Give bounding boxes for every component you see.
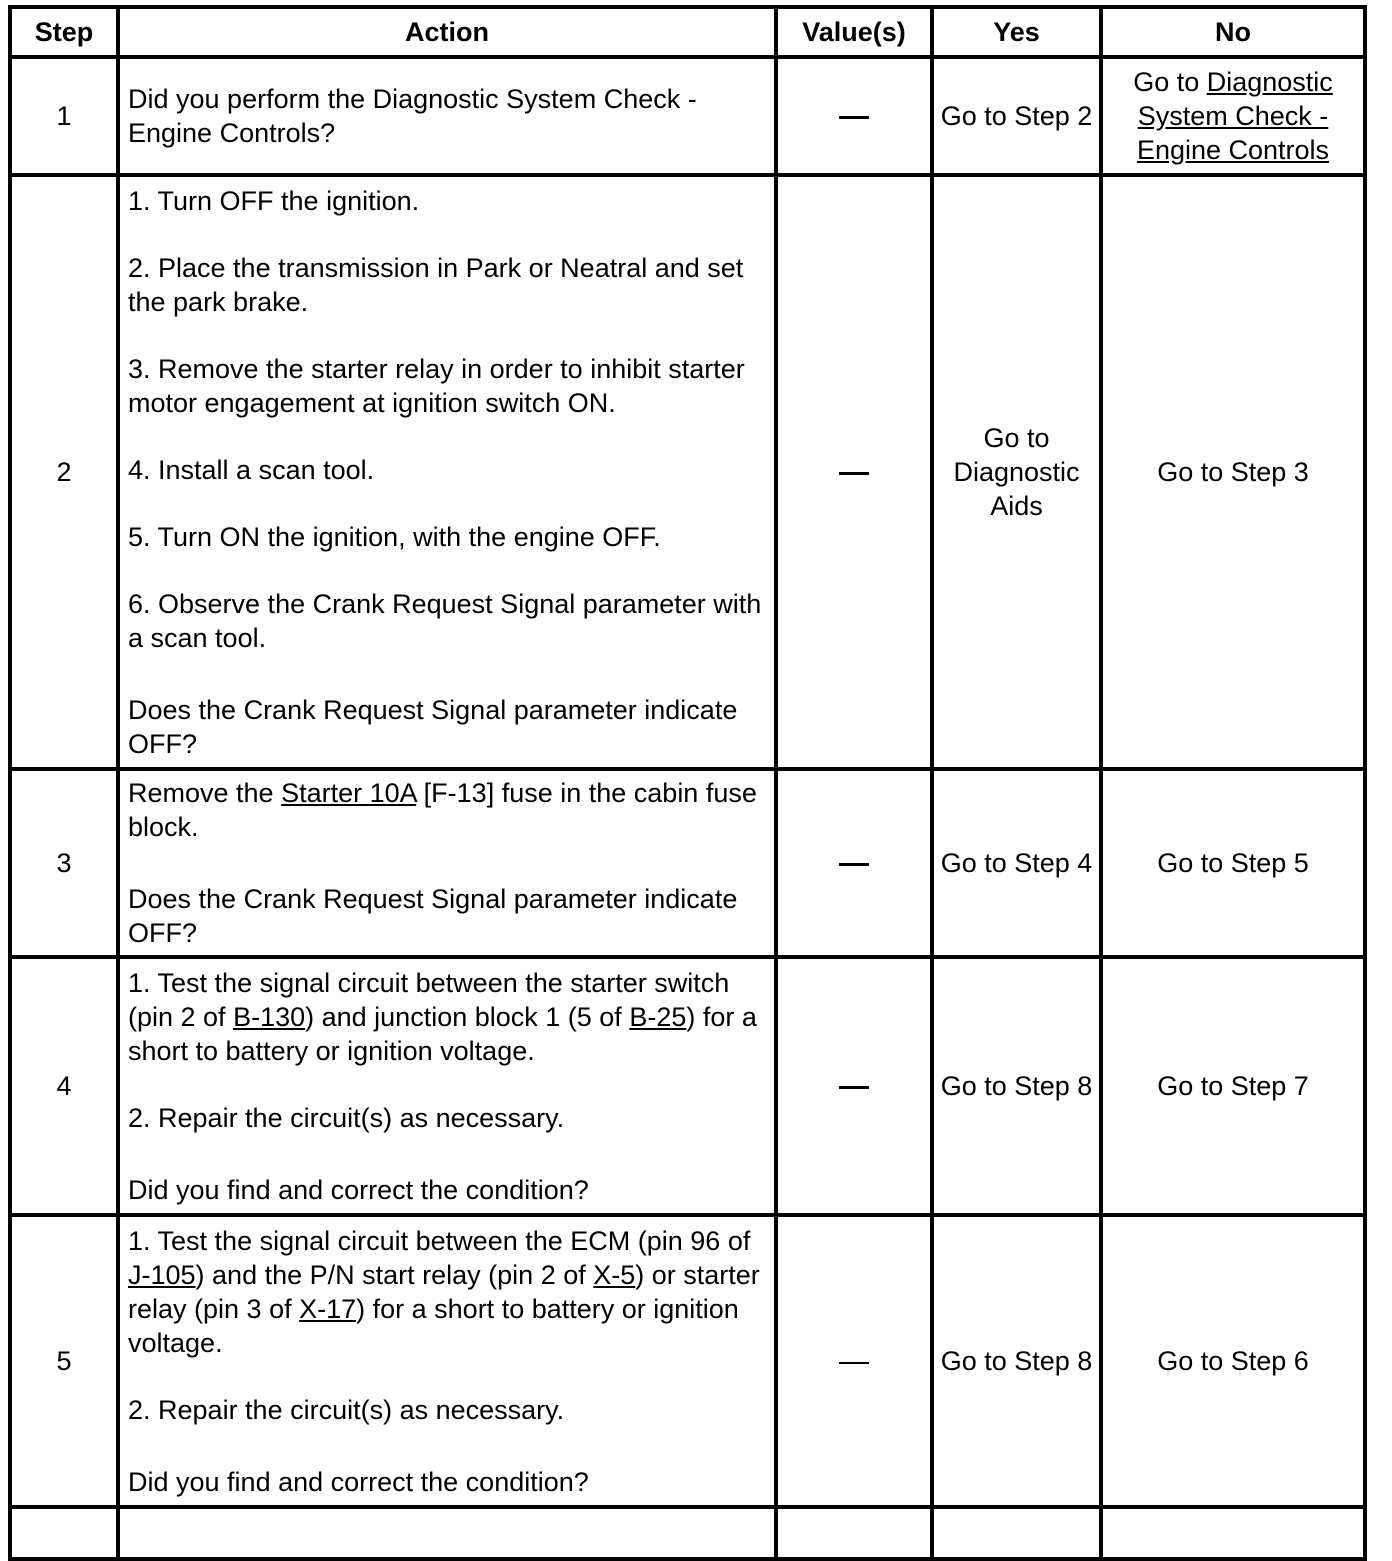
action-line: 6. Observe the Crank Request Signal parameter with a scan tool. xyxy=(128,588,762,653)
value-cell xyxy=(776,1507,932,1559)
action-line: 5. Turn ON the ignition, with the engine OFF. xyxy=(128,521,661,552)
no-prefix: Go to xyxy=(1133,67,1207,97)
table-row xyxy=(10,957,1365,1215)
no-cell: Go to Step 5 xyxy=(1101,769,1365,957)
b-130-link[interactable]: B-130 xyxy=(233,1001,306,1032)
yes-cell xyxy=(932,1507,1101,1559)
value-cell xyxy=(776,769,932,957)
table-row xyxy=(10,175,1365,769)
header-row xyxy=(10,7,1365,57)
no-cell xyxy=(1101,57,1365,175)
action-line: 2. Place the transmission in Park or Neatral and set the park brake. xyxy=(128,252,744,317)
diagnostic-system-check-link[interactable]: Diagnostic System Check - Engine Controls xyxy=(1136,67,1333,165)
diagnostic-table-container xyxy=(8,5,1363,1561)
step-number: 3 xyxy=(10,769,118,957)
action-cell xyxy=(118,1507,776,1559)
value-dash xyxy=(839,116,869,119)
action-question: Does the Crank Request Signal parameter indicate OFF? xyxy=(128,884,738,948)
value-cell xyxy=(776,1215,932,1507)
value-cell xyxy=(776,57,932,175)
j-105-link[interactable]: J-105 xyxy=(128,1259,196,1290)
step-number xyxy=(10,1507,118,1559)
no-cell: Go to Step 7 xyxy=(1101,957,1365,1215)
value-cell xyxy=(776,175,932,769)
action-line: 3. Remove the starter relay in order to inhibit starter motor engagement at ignition switch ON. xyxy=(128,353,745,418)
starter-10a-link[interactable]: Starter 10A xyxy=(281,778,417,808)
action-cell xyxy=(118,957,776,1215)
yes-cell: Go to Diagnostic Aids xyxy=(932,175,1101,769)
action-line: 4. Install a scan tool. xyxy=(128,454,375,485)
header-no: No xyxy=(1101,7,1365,57)
step-number: 4 xyxy=(10,957,118,1215)
value-dash xyxy=(839,472,869,475)
no-cell: Go to Step 6 xyxy=(1101,1215,1365,1507)
table-row xyxy=(10,1507,1365,1559)
action-line: 1. Test the signal circuit between the starter switch (pin 2 of B-130) and junction block 1 (5 of B-25) for a short to battery or ignition voltage. xyxy=(128,967,757,1066)
action-cell xyxy=(118,175,776,769)
action-question: Does the Crank Request Signal parameter indicate OFF? xyxy=(128,694,738,759)
action-cell xyxy=(118,57,776,175)
action-cell xyxy=(118,1215,776,1507)
action-line: 1. Test the signal circuit between the ECM (pin 96 of J-105) and the P/N start relay (pin 2 of X-5) or starter relay (pin 3 of X-17) for a short to battery or ignition voltage. xyxy=(128,1225,760,1358)
action-line: 1. Turn OFF the ignition. xyxy=(128,185,420,216)
step-number: 1 xyxy=(10,57,118,175)
step-number: 5 xyxy=(10,1215,118,1507)
value-dash xyxy=(839,1086,869,1089)
table-row xyxy=(10,57,1365,175)
action-line: Remove the Starter 10A [F-13] fuse in the cabin fuse block. xyxy=(128,778,757,842)
header-action: Action xyxy=(118,7,776,57)
header-values: Value(s) xyxy=(776,7,932,57)
action-text: Did you perform the Diagnostic System Check - Engine Controls? xyxy=(128,84,697,148)
action-question: Did you find and correct the condition? xyxy=(128,1466,589,1497)
x-5-link[interactable]: X-5 xyxy=(593,1259,636,1290)
action-question: Did you find and correct the condition? xyxy=(128,1174,589,1205)
b-25-link[interactable]: B-25 xyxy=(629,1001,687,1032)
table-row xyxy=(10,1215,1365,1507)
header-step: Step xyxy=(10,7,118,57)
yes-cell: Go to Step 2 xyxy=(932,57,1101,175)
action-line: 2. Repair the circuit(s) as necessary. xyxy=(128,1394,565,1425)
no-cell: Go to Step 3 xyxy=(1101,175,1365,769)
action-cell xyxy=(118,769,776,957)
yes-cell: Go to Step 8 xyxy=(932,1215,1101,1507)
x-17-link[interactable]: X-17 xyxy=(299,1293,357,1324)
value-dash xyxy=(839,1362,869,1364)
step-number: 2 xyxy=(10,175,118,769)
no-cell xyxy=(1101,1507,1365,1559)
header-yes: Yes xyxy=(932,7,1101,57)
action-line: 2. Repair the circuit(s) as necessary. xyxy=(128,1102,565,1133)
yes-cell: Go to Step 4 xyxy=(932,769,1101,957)
diagnostic-table xyxy=(8,5,1367,1561)
value-cell xyxy=(776,957,932,1215)
yes-cell: Go to Step 8 xyxy=(932,957,1101,1215)
value-dash xyxy=(839,863,869,866)
table-row xyxy=(10,769,1365,957)
